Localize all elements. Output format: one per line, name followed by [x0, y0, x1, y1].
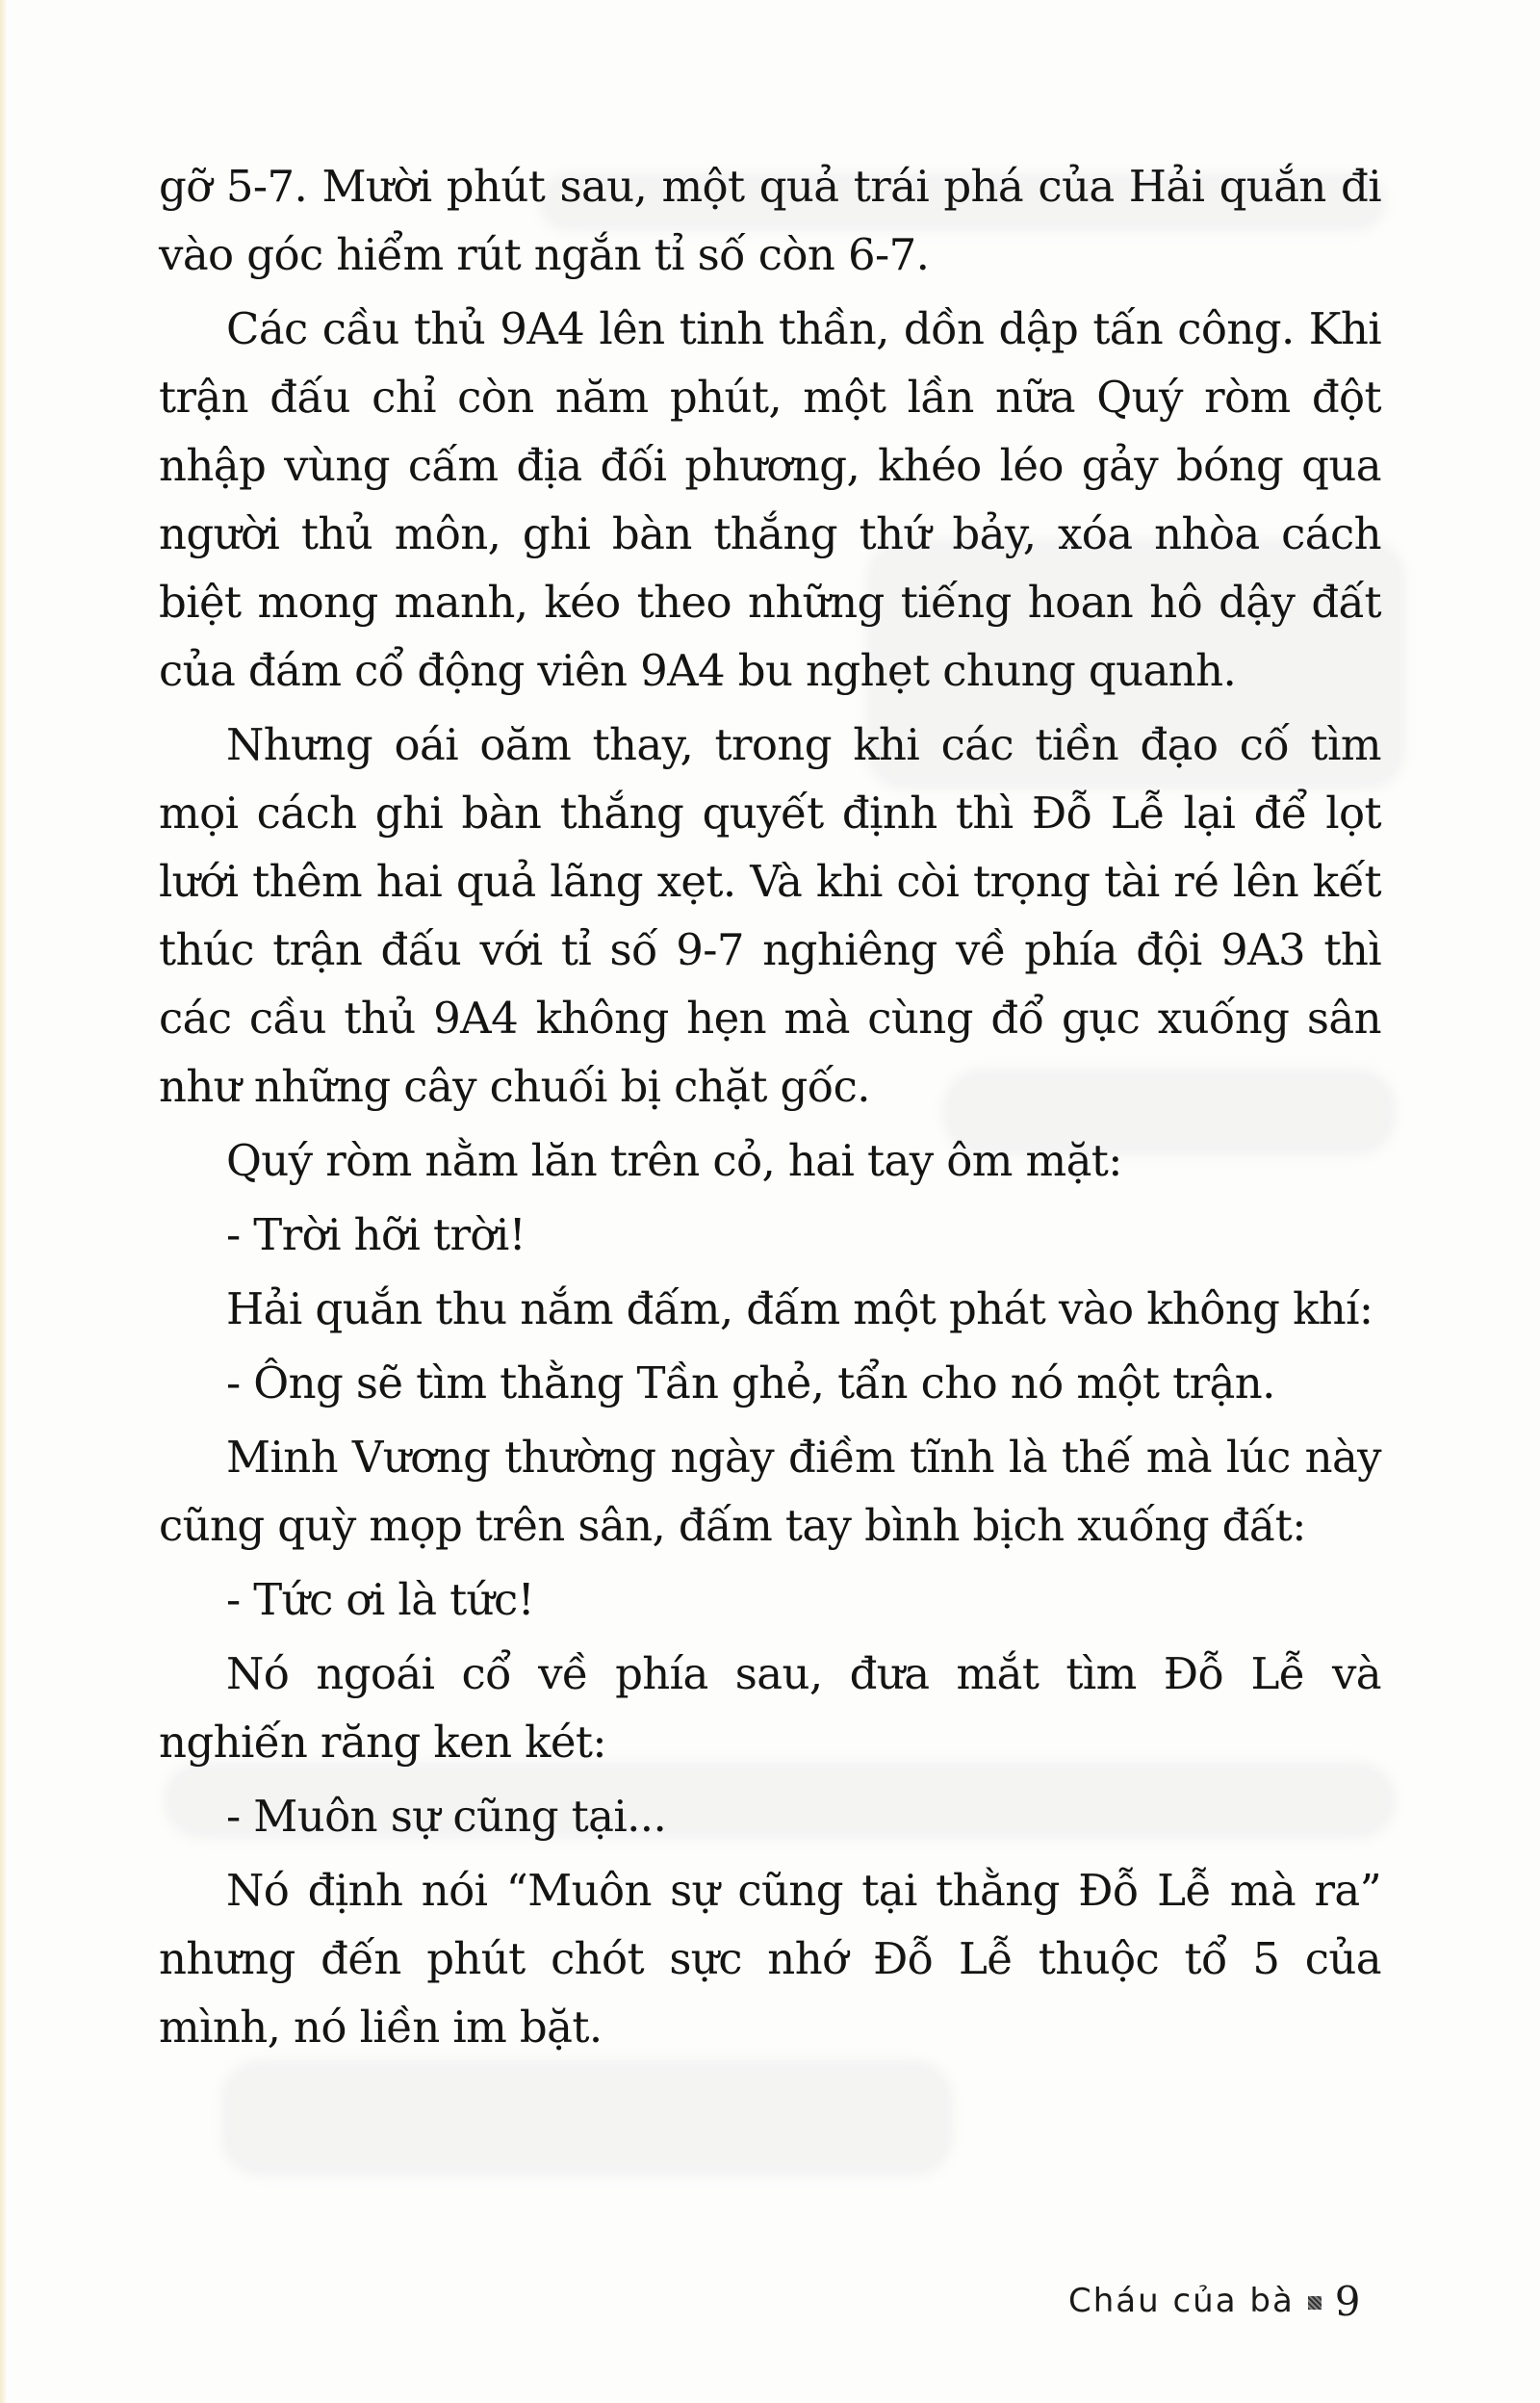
dialogue-line: - Tức ơi là tức!: [226, 1574, 535, 1625]
dialogue-line: - Muôn sự cũng tại...: [226, 1791, 667, 1842]
paragraph: Hải quắn thu nắm đấm, đấm một phát vào không khí:: [226, 1283, 1373, 1334]
show-through-shading: [221, 2060, 953, 2176]
paragraph: Nó định nói “Muôn sự cũng tại thằng Đỗ Lễ mà ra” nhưng đến phút chót sực nhớ Đỗ Lễ thuộc tổ 5 của mình, nó liền im bặt.: [159, 1865, 1381, 2053]
running-footer: [1068, 2274, 1361, 2328]
paragraph: Minh Vương thường ngày điềm tĩnh là thế mà lúc này cũng quỳ mọp trên sân, đấm tay bình bịch xuống đất:: [159, 1432, 1381, 1551]
paragraph: Quý ròm nằm lăn trên cỏ, hai tay ôm mặt:: [226, 1135, 1122, 1186]
square-bullet-icon: [1308, 2296, 1322, 2310]
dialogue-line: - Ông sẽ tìm thằng Tần ghẻ, tẩn cho nó một trận.: [226, 1357, 1275, 1408]
page-number: 9: [1334, 2277, 1361, 2325]
paragraph: Các cầu thủ 9A4 lên tinh thần, dồn dập tấn công. Khi trận đấu chỉ còn năm phút, một lần nữa Quý ròm đột nhập vùng cấm địa đối phương, khéo léo gảy bóng qua người thủ môn, ghi bàn thắng thứ bảy, xóa nhòa cách biệt mong manh, kéo theo những tiếng hoan hô dậy đất của đám cổ động viên 9A4 bu nghẹt chung quanh.: [159, 303, 1381, 696]
dialogue-line: - Trời hỡi trời!: [226, 1209, 526, 1260]
paragraph-continuation: gỡ 5-7. Mười phút sau, một quả trái phá của Hải quắn đi vào góc hiểm rút ngắn tỉ số còn 6-7.: [159, 161, 1381, 280]
paragraph: Nhưng oái oăm thay, trong khi các tiền đạo cố tìm mọi cách ghi bàn thắng quyết định thì Đỗ Lễ lại để lọt lưới thêm hai quả lãng xẹt. Và khi còi trọng tài ré lên kết thúc trận đấu với tỉ số 9-7 nghiêng về phía đội 9A3 thì các cầu thủ 9A4 không hẹn mà cùng đổ gục xuống sân như những cây chuối bị chặt gốc.: [159, 719, 1381, 1112]
paragraph: Nó ngoái cổ về phía sau, đưa mắt tìm Đỗ Lễ và nghiến răng ken két:: [159, 1648, 1381, 1768]
body-text: [159, 152, 1381, 2067]
book-title: Cháu của bà: [1068, 2282, 1295, 2320]
page-edge: [0, 0, 6, 2403]
